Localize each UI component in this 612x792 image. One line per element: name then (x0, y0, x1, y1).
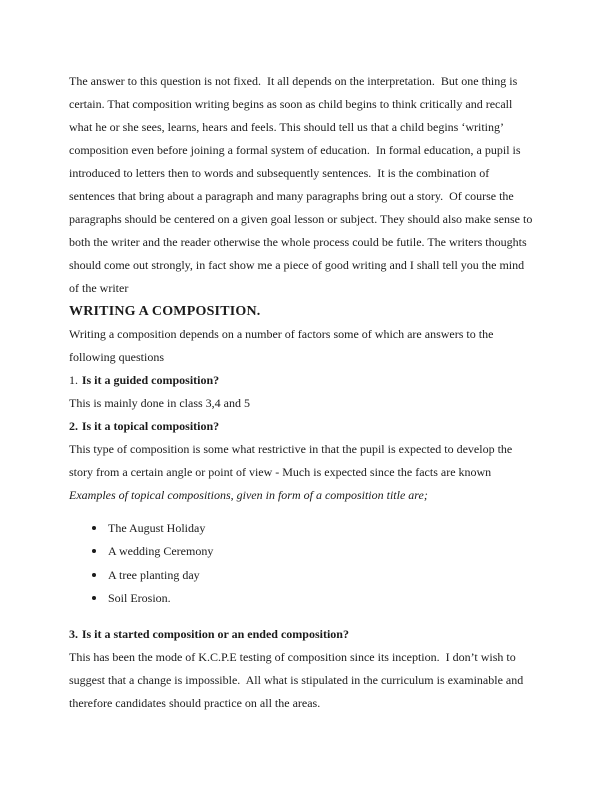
text-line: should come out strongly, in fact show me a piece of good writing and I shall tell you the mind (69, 258, 525, 272)
question-1-title: Is it a guided composition? (81, 373, 220, 387)
question-3-number: 3. (69, 627, 78, 642)
intro-paragraph (69, 70, 574, 300)
text-line: following questions (69, 350, 164, 364)
bullet-icon (92, 573, 96, 577)
question-3-heading (69, 623, 574, 646)
question-1-body (69, 392, 574, 415)
text-line: sentences that bring about a paragraph and many paragraphs bring out a story. Of course the (69, 189, 514, 203)
text-line: of the writer (69, 281, 129, 295)
text-line: introduced to letters then to words and subsequently sentences. It is the combination of (69, 166, 490, 180)
text-line: both the writer and the reader otherwise the whole process could be futile. The writers thoughts (69, 235, 527, 249)
list-item (69, 587, 574, 610)
section-heading: WRITING A COMPOSITION. (69, 304, 261, 319)
question-2-body (69, 438, 574, 507)
text-line: Writing a composition depends on a number of factors some of which are answers to the (69, 327, 494, 341)
question-3-title: Is it a started composition or an ended composition? (81, 627, 349, 642)
factors-paragraph (69, 323, 574, 369)
list-item (69, 517, 574, 540)
text-line: This type of composition is some what restrictive in that the pupil is expected to develop the (69, 442, 513, 456)
question-2-number: 2. (69, 419, 78, 433)
list-item-label: A wedding Ceremony (108, 544, 214, 559)
question-3-section (69, 623, 574, 715)
list-item-label: The August Holiday (108, 521, 206, 535)
text-line: story from a certain angle or point of view - Much is expected since the facts are known (69, 465, 492, 479)
question-2-title: Is it a topical composition? (81, 419, 220, 433)
list-item (69, 564, 574, 587)
text-line: suggest that a change is impossible. All what is stipulated in the curriculum is examinable and (69, 673, 524, 688)
text-line: This is mainly done in class 3,4 and 5 (69, 396, 250, 410)
text-line: composition even before joining a formal system of education. In formal education, a pupil is (69, 143, 521, 157)
text-line: what he or she sees, learns, hears and feels. This should tell us that a child begins ‘writing’ (69, 120, 505, 134)
text-line: therefore candidates should practice on all the areas. (69, 696, 321, 711)
text-line: This has been the mode of K.C.P.E testing of composition since its inception. I don’t wish to (69, 650, 516, 665)
examples-intro-line: Examples of topical compositions, given in form of a composition title are; (69, 488, 428, 502)
text-line: paragraphs should be centered on a given goal lesson or subject. They should also make sense to (69, 212, 533, 226)
document-content (69, 70, 574, 715)
text-line: The answer to this question is not fixed. It all depends on the interpretation. But one thing is (69, 74, 518, 88)
bullet-icon (92, 596, 96, 600)
bullet-icon (92, 549, 96, 553)
text-line: certain. That composition writing begins as soon as child begins to think critically and recall (69, 97, 513, 111)
list-item-label: Soil Erosion. (108, 590, 171, 605)
question-3-body (69, 646, 574, 715)
examples-bullet-list (69, 517, 574, 610)
question-2-heading (69, 415, 574, 438)
list-item (69, 540, 574, 563)
bullet-icon (92, 526, 96, 530)
list-item-label: A tree planting day (108, 567, 200, 582)
question-1-heading (69, 369, 574, 392)
question-1-number: 1. (69, 373, 78, 387)
